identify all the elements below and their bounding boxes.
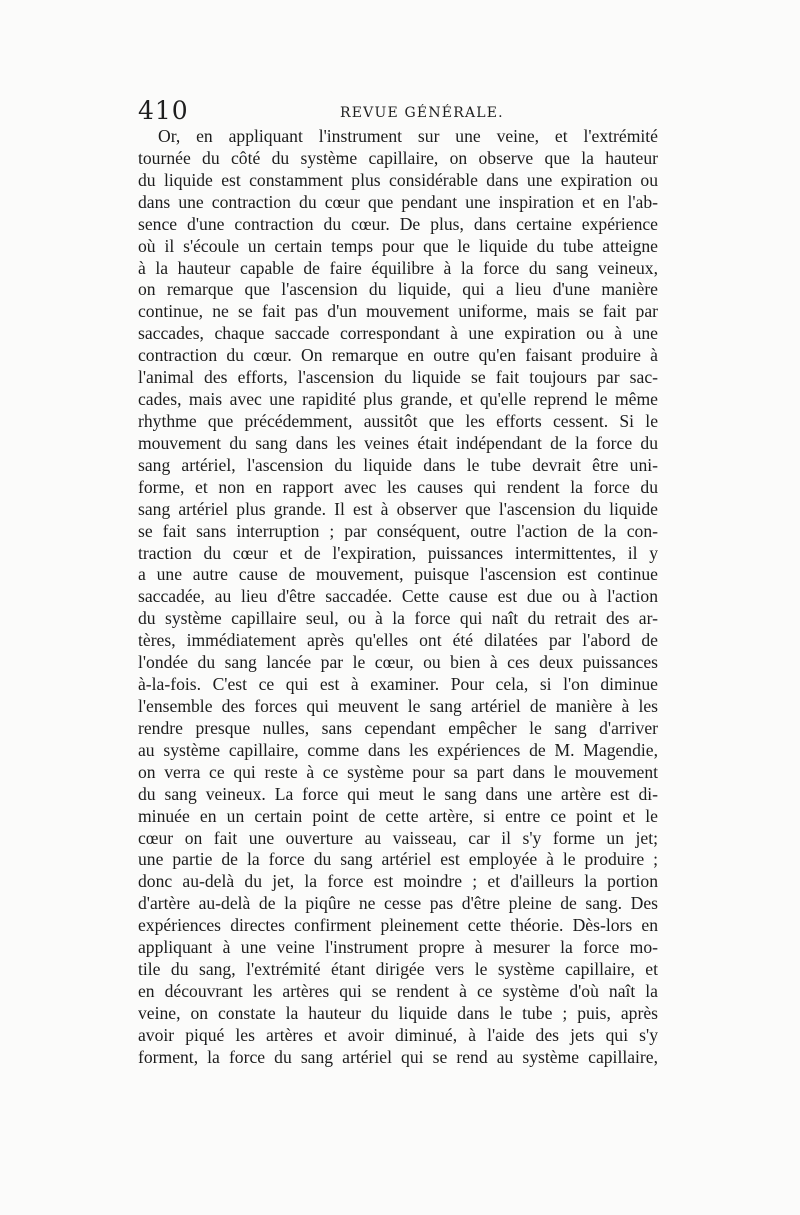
text-line: on remarque que l'ascension du liquide, qui a lieu d'une manière [138,279,658,300]
text-line: à la hauteur capable de faire équilibre à la force du sang veineux, [138,257,658,278]
text-line: on verra ce qui reste à ce système pour sa part dans le mouvement [138,761,658,782]
text-line: donc au-delà du jet, la force est moindre ; et d'ailleurs la portion [138,871,658,892]
text-line: appliquant à une veine l'instrument propre à mesurer la force mo- [138,937,658,958]
text-line: au système capillaire, comme dans les expériences de M. Magendie, [138,739,658,760]
text-line: contraction du cœur. On remarque en outre qu'en faisant produire à [138,345,658,366]
text-line: avoir piqué les artères et avoir diminué, à l'aide des jets qui s'y [138,1024,658,1045]
text-line: continue, ne se fait pas d'un mouvement uniforme, mais se fait par [138,301,658,322]
text-line: traction du cœur et de l'expiration, puissances intermittentes, il y [138,542,658,563]
text-line: sang artériel, l'ascension du liquide dans le tube devrait être uni- [138,454,658,475]
running-head: REVUE GÉNÉRALE. [340,105,504,121]
text-line: sence d'une contraction du cœur. De plus, dans certaine expérience [138,213,658,234]
text-line: rhythme que précédemment, aussitôt que les efforts cessent. Si le [138,410,658,431]
text-line: mouvement du sang dans les veines était indépendant de la force du [138,432,658,453]
text-line: cœur on fait une ouverture au vaisseau, car il s'y forme un jet; [138,827,658,848]
text-line: minuée en un certain point de cette artère, si entre ce point et le [138,805,658,826]
text-line: expériences directes confirment pleinement cette théorie. Dès-lors en [138,915,658,936]
text-line: à-la-fois. C'est ce qui est à examiner. Pour cela, si l'on diminue [138,674,658,695]
page-number: 410 [138,96,189,125]
text-line: se fait sans interruption ; par conséquent, outre l'action de la con- [138,520,658,541]
text-line: l'ondée du sang lancée par le cœur, ou bien à ces deux puissances [138,652,658,673]
text-line: forme, et non en rapport avec les causes qui rendent la force du [138,476,658,497]
text-line: l'ensemble des forces qui meuvent le sang artériel de manière à les [138,695,658,716]
text-line: du système capillaire seul, ou à la force qui naît du retrait des ar- [138,608,658,629]
text-line: du sang veineux. La force qui meut le sang dans une artère est di- [138,783,658,804]
text-line: cades, mais avec une rapidité plus grande, et qu'elle reprend le même [138,389,658,410]
text-line: d'artère au-delà de la piqûre ne cesse pas d'être pleine de sang. Des [138,893,658,914]
text-line: veine, on constate la hauteur du liquide dans le tube ; puis, après [138,1002,658,1023]
text-line: du liquide est constamment plus considérable dans une expiration ou [138,169,658,190]
text-line: où il s'écoule un certain temps pour que le liquide du tube atteigne [138,235,658,256]
text-line: tères, immédiatement après qu'elles ont été dilatées par l'abord de [138,630,658,651]
text-line: a une autre cause de mouvement, puisque l'ascension est continue [138,564,658,585]
body-text [138,126,658,1069]
text-line: une partie de la force du sang artériel est employée à le produire ; [138,849,658,870]
text-line: rendre presque nulles, sans cependant empêcher le sang d'arriver [138,717,658,738]
text-line: sang artériel plus grande. Il est à observer que l'ascension du liquide [138,498,658,519]
text-line: tournée du côté du système capillaire, on observe que la hauteur [138,147,658,168]
text-line: l'animal des efforts, l'ascension du liquide se fait toujours par sac- [138,367,658,388]
text-line: en découvrant les artères qui se rendent à ce système d'où naît la [138,980,658,1001]
text-line: dans une contraction du cœur que pendant une inspiration et en l'ab- [138,191,658,212]
text-line: Or, en appliquant l'instrument sur une veine, et l'extrémité [158,126,658,146]
page-header [138,96,678,126]
text-line: forment, la force du sang artériel qui se rend au système capillaire, [138,1046,658,1067]
text-line: tile du sang, l'extrémité étant dirigée vers le système capillaire, et [138,959,658,980]
text-line: saccadée, au lieu d'être saccadée. Cette cause est due ou à l'action [138,586,658,607]
text-line: saccades, chaque saccade correspondant à une expiration ou à une [138,323,658,344]
